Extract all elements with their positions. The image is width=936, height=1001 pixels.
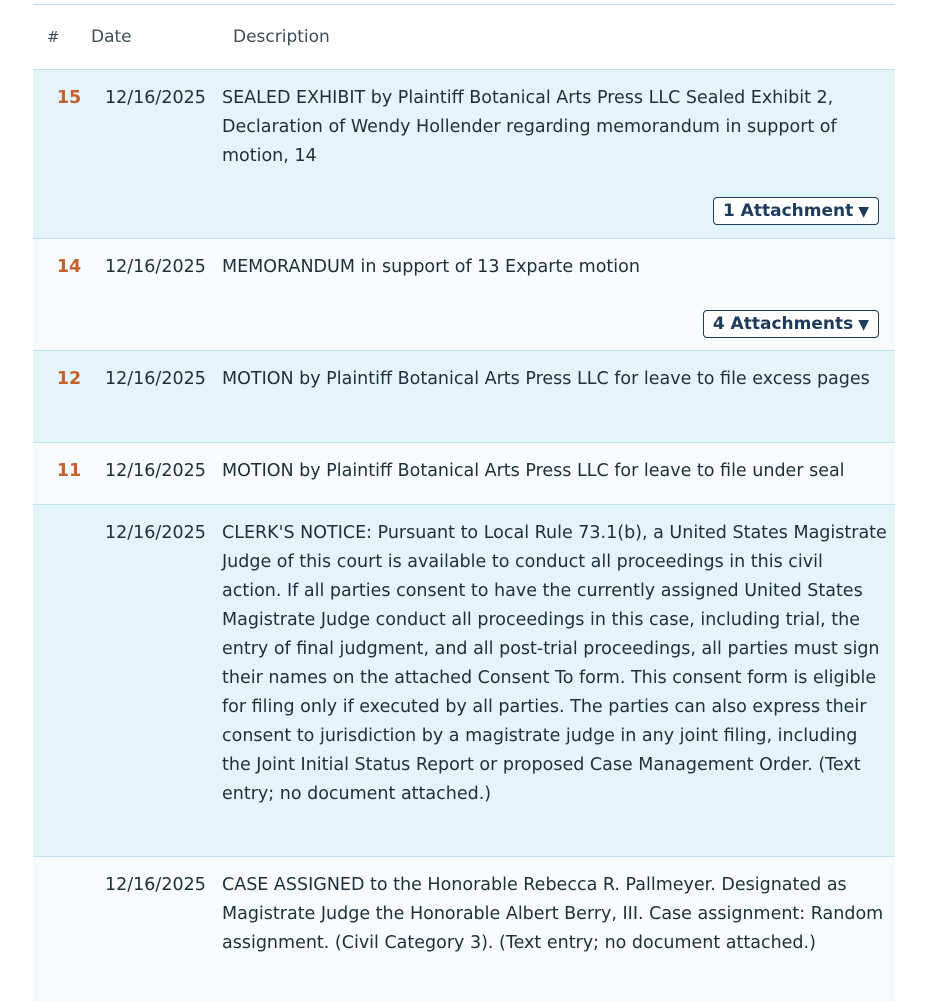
column-header-date: Date	[91, 27, 132, 47]
entry-number: 11	[56, 461, 82, 481]
table-header	[33, 5, 895, 69]
entry-date: 12/16/2025	[105, 257, 206, 277]
table-row	[33, 69, 895, 238]
entry-number: 12	[56, 369, 82, 389]
entry-date: 12/16/2025	[105, 875, 206, 895]
entry-number	[33, 857, 105, 1001]
table-row	[33, 856, 895, 1001]
table-row	[33, 442, 895, 504]
attachments-label: 4 Attachments	[712, 314, 854, 334]
table-row	[33, 504, 895, 856]
attachments-button[interactable]	[703, 310, 879, 338]
entry-description: CLERK'S NOTICE: Pursuant to Local Rule 73.1(b), a United States Magistrate Judge of this court is available to conduct all proceedings in this civil action. If all parties consent to have the currently assigned United States Magistrate Judge conduct all proceedings in this case, including trial, the entry of final judgment, and all post-trial proceedings, all parties must sign their names on the attached Consent To form. This consent form is eligible for filing only if executed by all parties. The parties can also express their consent to jurisdiction by a magistrate judge in any joint filing, including the Joint Initial Status Report or proposed Case Management Order. (Text entry; no document attached.)	[222, 523, 887, 804]
column-header-number: #	[47, 28, 60, 46]
attachments-button[interactable]	[713, 197, 879, 225]
entry-description: MOTION by Plaintiff Botanical Arts Press LLC for leave to file excess pages	[222, 369, 870, 389]
entry-description: CASE ASSIGNED to the Honorable Rebecca R. Pallmeyer. Designated as Magistrate Judge the Honorable Albert Berry, III. Case assignment: Random assignment. (Civil Category 3). (Text entry; no document attached.)	[222, 875, 884, 953]
docket-table	[33, 4, 895, 1001]
entry-number: 15	[56, 88, 82, 108]
entry-description: MOTION by Plaintiff Botanical Arts Press LLC for leave to file under seal	[222, 461, 845, 481]
caret-down-icon: ▼	[858, 317, 869, 333]
entry-date: 12/16/2025	[105, 88, 206, 108]
entry-date: 12/16/2025	[105, 523, 206, 543]
caret-down-icon: ▼	[858, 204, 869, 220]
table-row	[33, 238, 895, 350]
entry-description: SEALED EXHIBIT by Plaintiff Botanical Arts Press LLC Sealed Exhibit 2, Declaration of Wendy Hollender regarding memorandum in support of motion, 14	[222, 88, 837, 166]
attachments-label: 1 Attachment	[722, 201, 854, 221]
column-header-description: Description	[233, 27, 330, 47]
table-row	[33, 350, 895, 442]
entry-description: MEMORANDUM in support of 13 Exparte motion	[222, 257, 640, 277]
entry-date: 12/16/2025	[105, 461, 206, 481]
entry-number	[33, 505, 105, 856]
entry-number: 14	[56, 257, 82, 277]
entry-date: 12/16/2025	[105, 369, 206, 389]
